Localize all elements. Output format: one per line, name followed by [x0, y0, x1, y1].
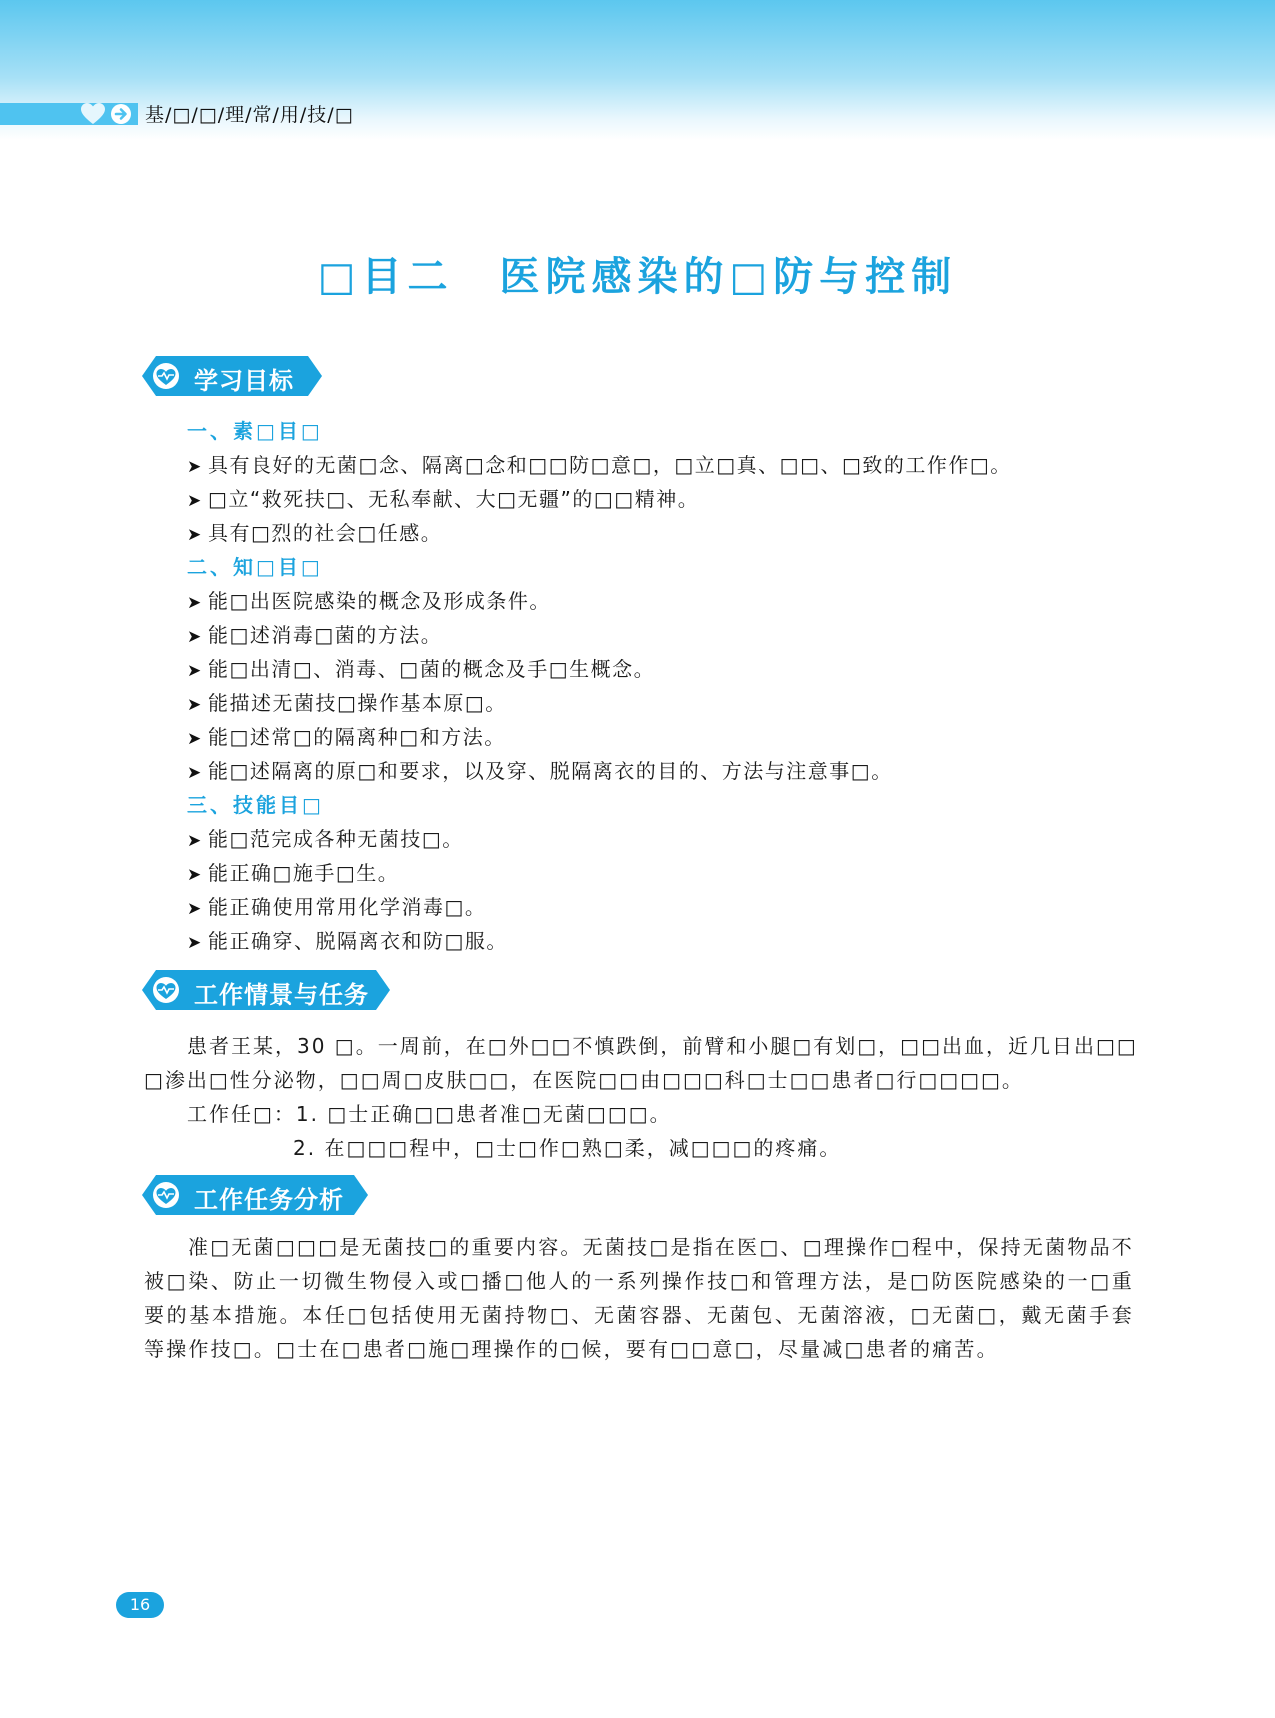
list-item: [187, 517, 442, 546]
list-item-text: 能□述隔离的原□和要求，以及穿、脱隔离衣的目的、方法与注意事□。: [208, 759, 893, 783]
subheading-skill-goals: 三、技能目□: [187, 793, 324, 817]
bullet-arrow-icon: ➤: [187, 593, 203, 613]
section-title: 工作任务分析: [194, 1186, 344, 1214]
task-line-1: [187, 1098, 672, 1127]
section-title: 工作情景与任务: [194, 981, 369, 1009]
bullet-arrow-icon: ➤: [187, 831, 203, 851]
list-item: [187, 585, 551, 614]
bullet-arrow-icon: ➤: [187, 865, 203, 885]
list-item-text: 能□范完成各种无菌技□。: [208, 827, 464, 851]
case-text-line-2: □渗出□性分泌物，□□周□皮肤□□，在医院□□由□□□科□士□□患者□行□□□□。: [144, 1068, 1024, 1092]
task-item: 1. □士正确□□患者准□无菌□□□。: [295, 1102, 672, 1126]
bullet-arrow-icon: ➤: [187, 661, 203, 681]
bullet-arrow-icon: ➤: [187, 525, 203, 545]
list-item-text: 能描述无菌技□操作基本原□。: [208, 691, 507, 715]
list-item: [187, 653, 655, 682]
bullet-arrow-icon: ➤: [187, 695, 203, 715]
section-title: 学习目标: [194, 367, 294, 395]
book-title: 基/□/□/理/常/用/技/□: [145, 104, 354, 126]
list-item-text: 能□述消毒□菌的方法。: [208, 623, 443, 647]
list-item: [187, 823, 464, 852]
task-label: 工作任□：: [187, 1102, 296, 1126]
list-item-text: 能正确使用常用化学消毒□。: [208, 895, 487, 919]
list-item: [187, 755, 893, 784]
analysis-paragraph: 准□无菌□□□是无菌技□的重要内容。无菌技□是指在医□、□理操作□程中，保持无菌物品不被□染、防止一切微生物侵入或□播□他人的一系列操作技□和管理方法，是□防医院感染的一□重要的基本措施。本任□包括使用无菌持物□、无菌容器、无菌包、无菌溶液，□无菌□，戴无菌手套等操作技□。□士在□患者□施□理操作的□候，要有□□意□，尽量减□患者的痛苦。: [144, 1235, 1134, 1361]
list-item: [187, 687, 507, 716]
bullet-arrow-icon: ➤: [187, 627, 203, 647]
list-item: [187, 721, 506, 750]
subheading-quality-goals: 一、素□目□: [187, 419, 323, 443]
subheading-knowledge-goals: 二、知□目□: [187, 555, 323, 579]
list-item-text: 能□出医院感染的概念及形成条件。: [208, 589, 551, 613]
list-item-text: 能正确□施手□生。: [208, 861, 400, 885]
list-item-text: 能□述常□的隔离种□和方法。: [208, 725, 506, 749]
section-badge-learning-goals: [142, 356, 322, 396]
list-item: [187, 483, 699, 512]
list-item-text: 能正确穿、脱隔离衣和防□服。: [208, 929, 508, 953]
section-badge-work-scenario: [142, 970, 390, 1010]
bullet-arrow-icon: ➤: [187, 899, 203, 919]
bullet-arrow-icon: ➤: [187, 933, 203, 953]
section-badge-task-analysis: [142, 1175, 368, 1215]
case-text-line-1: 患者王某，30 □。一周前，在□外□□不慎跌倒，前臂和小腿□有划□，□□出血，近几日出□□: [187, 1034, 1138, 1058]
bullet-arrow-icon: ➤: [187, 763, 203, 783]
bullet-arrow-icon: ➤: [187, 729, 203, 749]
chapter-title: □目二 医院感染的□防与控制: [317, 254, 958, 300]
list-item: [187, 619, 442, 648]
list-item: [187, 449, 1012, 478]
list-item: [187, 925, 508, 954]
task-line-2: 2. 在□□□程中，□士□作□熟□柔，减□□□的疼痛。: [293, 1136, 842, 1160]
arrow-right-icon: [110, 103, 132, 125]
list-item-text: □立“救死扶□、无私奉献、大□无疆”的□□精神。: [208, 487, 700, 511]
bullet-arrow-icon: ➤: [187, 457, 203, 477]
page-number: 16: [116, 1592, 164, 1618]
list-item-text: 能□出清□、消毒、□菌的概念及手□生概念。: [208, 657, 656, 681]
list-item: [187, 857, 399, 886]
heart-icon: [80, 102, 106, 126]
list-item: [187, 891, 486, 920]
bullet-arrow-icon: ➤: [187, 491, 203, 511]
list-item-text: 具有良好的无菌□念、隔离□念和□□防□意□，□立□真、□□、□致的工作作□。: [208, 453, 1012, 477]
list-item-text: 具有□烈的社会□任感。: [208, 521, 443, 545]
